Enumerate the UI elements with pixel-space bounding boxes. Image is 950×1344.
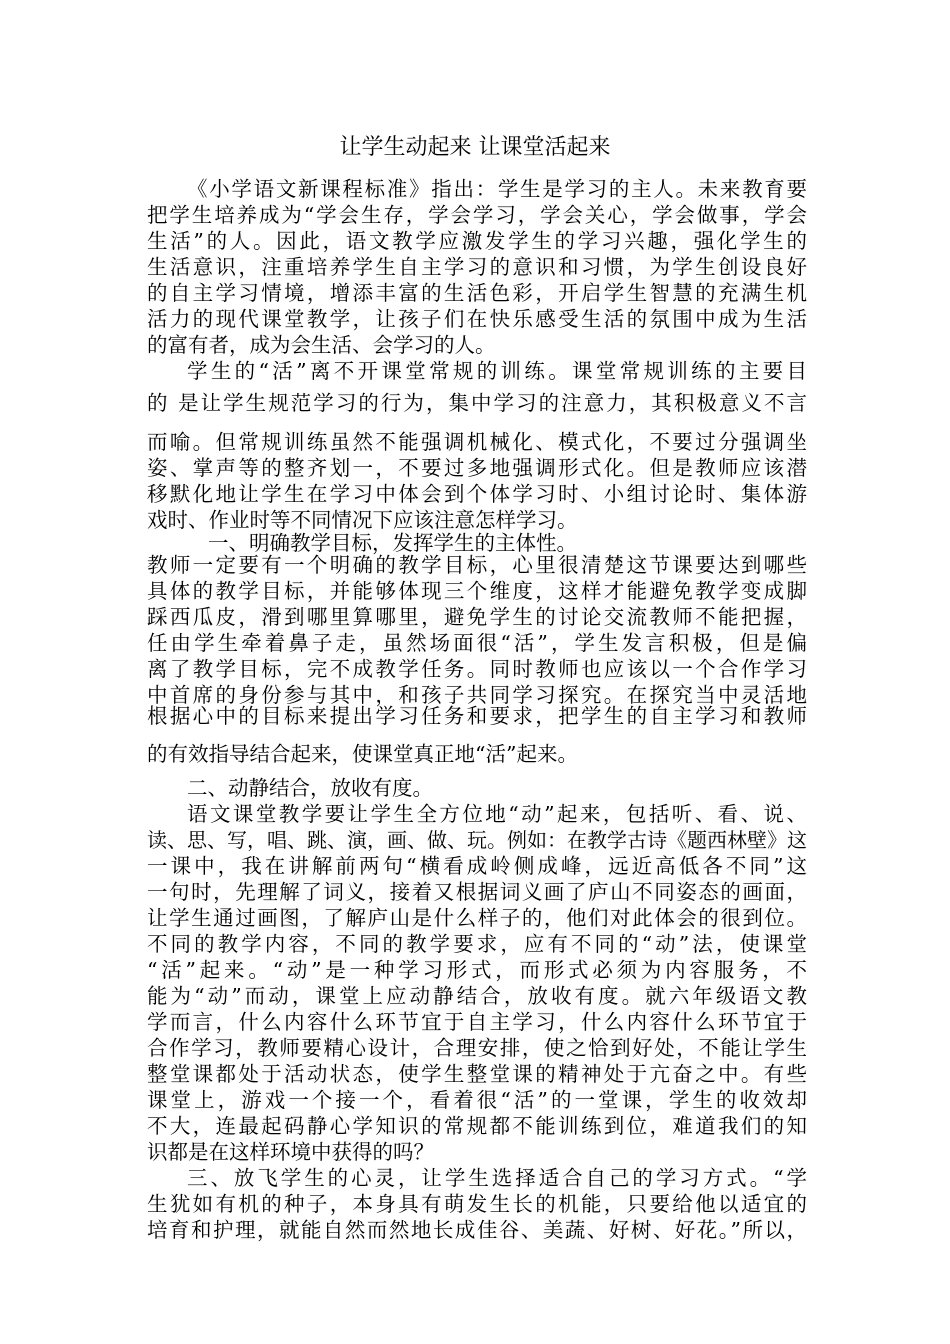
paragraph-line: 的自主学习情境，增添丰富的生活色彩，开启学生智慧的充满生机 [147, 281, 807, 305]
paragraph-line: 不同的教学内容，不同的教学要求，应有不同的“动”法，使课堂 [147, 932, 807, 956]
paragraph-line: 合作学习，教师要精心设计，合理安排，使之恰到好处，不能让学生 [147, 1036, 807, 1060]
paragraph-line: 的有效指导结合起来，使课堂真正地“活”起来。 [147, 742, 578, 766]
paragraph-line: 语文课堂教学要让学生全方位地“动”起来，包括听、看、说、 [187, 802, 807, 826]
paragraph-line: 移默化地让学生在学习中体会到个体学习时、小组讨论时、集体游 [147, 482, 807, 506]
paragraph-line: 《小学语文新课程标准》指出：学生是学习的主人。未来教育要 [187, 177, 807, 201]
paragraph-line: 离了教学目标，完不成教学任务。同时教师也应该以一个合作学习 [147, 657, 807, 681]
paragraph-line: 生活”的人。因此，语文教学应激发学生的学习兴趣，强化学生的 [147, 229, 807, 253]
section-heading: 一、明确教学目标，发挥学生的主体性。 [208, 531, 577, 555]
paragraph-line: 的 是让学生规范学习的行为，集中学习的注意力，其积极意义不言 [147, 391, 807, 415]
paragraph-line: 让学生通过画图，了解庐山是什么样子的，他们对此体会的很到位。 [147, 906, 807, 930]
paragraph-line: “活”起来。“动”是一种学习形式，而形式必须为内容服务，不 [147, 958, 807, 982]
paragraph-line: 教师一定要有一个明确的教学目标，心里很清楚这节课要达到哪些 [147, 553, 807, 577]
paragraph-line: 整堂课都处于活动状态，使学生整堂课的精神处于亢奋之中。有些 [147, 1062, 807, 1086]
paragraph-line: 一课中，我在讲解前两句“横看成岭侧成峰，远近高低各不同”这 [147, 854, 807, 878]
paragraph-line: 任由学生牵着鼻子走，虽然场面很“活”，学生发言积极，但是偏 [147, 631, 807, 655]
paragraph-line: 具体的教学目标，并能够体现三个维度，这样才能避免教学变成脚 [147, 579, 807, 603]
paragraph-line: 根据心中的目标来提出学习任务和要求，把学生的自主学习和教师 [147, 704, 807, 728]
paragraph-line: 踩西瓜皮，滑到哪里算哪里，避免学生的讨论交流教师不能把握， [147, 605, 807, 629]
paragraph-line: 中首席的身份参与其中，和孩子共同学习探究。在探究当中灵活地 [147, 683, 807, 707]
paragraph-line: 读、思、写，唱、跳、演，画、做、玩。例如：在教学古诗《题西林壁》这 [147, 828, 807, 852]
paragraph-line: 生犹如有机的种子，本身具有萌发生长的机能，只要给他以适宜的 [147, 1192, 807, 1216]
paragraph-line: 的富有者，成为会生活、会学习的人。 [147, 333, 496, 357]
paragraph-line: 而喻。但常规训练虽然不能强调机械化、模式化，不要过分强调坐 [147, 430, 807, 454]
paragraph-line: 不大，连最起码静心学知识的常规都不能训练到位，难道我们的知 [147, 1114, 807, 1138]
paragraph-line: 培育和护理，就能自然而然地长成佳谷、美蔬、好树、好花。”所以， [147, 1218, 807, 1242]
section-heading: 三、放飞学生的心灵，让学生选择适合自己的学习方式。“学 [187, 1166, 807, 1190]
paragraph-line: 活力的现代课堂教学，让孩子们在快乐感受生活的氛围中成为生活 [147, 307, 807, 331]
paragraph-line: 学而言，什么内容什么环节宜于自主学习，什么内容什么环节宜于 [147, 1010, 807, 1034]
paragraph-line: 姿、掌声等的整齐划一，不要过多地强调形式化。但是教师应该潜 [147, 456, 807, 480]
paragraph-line: 学生的“活”离不开课堂常规的训练。课堂常规训练的主要目 [187, 359, 807, 383]
paragraph-line: 戏时、作业时等不同情况下应该注意怎样学习。 [147, 508, 578, 532]
paragraph-line: 能为“动”而动，课堂上应动静结合，放收有度。就六年级语文教 [147, 984, 807, 1008]
section-heading: 二、动静结合，放收有度。 [187, 776, 433, 800]
paragraph-line: 课堂上，游戏一个接一个，看着很“活”的一堂课，学生的收效却 [147, 1088, 807, 1112]
paragraph-line: 一句时，先理解了词义，接着又根据词义画了庐山不同姿态的画面， [147, 880, 807, 904]
paragraph-line: 生活意识，注重培养学生自主学习的意识和习惯，为学生创设良好 [147, 255, 807, 279]
document-title: 让学生动起来 让课堂活起来 [339, 135, 611, 160]
paragraph-line: 识都是在这样环境中获得的吗？ [147, 1140, 434, 1164]
paragraph-line: 把学生培养成为“学会生存，学会学习，学会关心，学会做事，学会 [147, 203, 807, 227]
